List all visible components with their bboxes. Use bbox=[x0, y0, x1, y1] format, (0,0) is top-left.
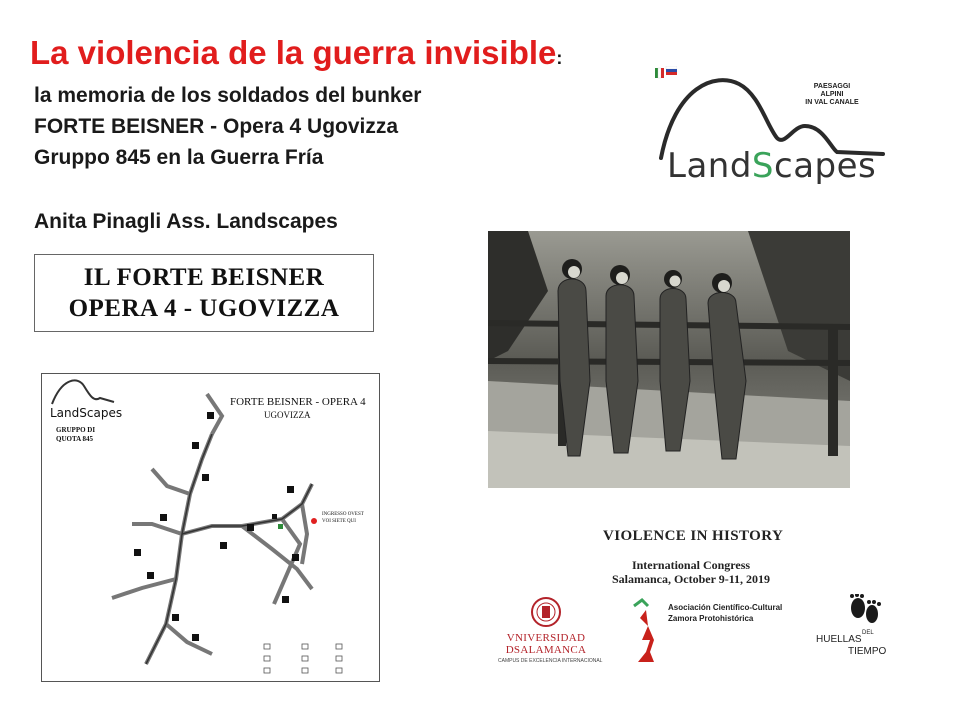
fort-heading-box bbox=[34, 254, 374, 332]
subtitle-line-1: la memoria de los soldados del bunker bbox=[34, 84, 422, 107]
soldiers-photo bbox=[488, 231, 850, 488]
map-group-1: GRUPPO DI bbox=[56, 426, 96, 434]
logo-word-a: Land bbox=[667, 146, 752, 186]
footprints-icon bbox=[812, 594, 886, 634]
logo-word-s: S bbox=[751, 146, 775, 186]
zamora-figure-icon bbox=[628, 596, 664, 666]
map-here-label: VOI SIETE QUI bbox=[322, 519, 356, 524]
salamanca-name-2: DSALAMANCA bbox=[505, 644, 587, 656]
congress-title: VIOLENCE IN HISTORY bbox=[603, 528, 784, 544]
congress-line-1: International Congress bbox=[631, 558, 751, 572]
soldiers-photo-drawing bbox=[488, 231, 850, 488]
subtitle-line-3: Gruppo 845 en la Guerra Fría bbox=[34, 146, 324, 169]
logo-tag-2: ALPINI bbox=[820, 91, 844, 98]
slide-title-text: La violencia de la guerra invisible bbox=[30, 34, 557, 71]
logo-tag-1: PAESAGGI bbox=[813, 83, 851, 90]
huellas-text-b: DEL bbox=[862, 630, 874, 636]
landscapes-logo bbox=[655, 66, 895, 191]
salamanca-seal-icon bbox=[531, 594, 561, 630]
zamora-logo bbox=[628, 596, 788, 666]
logo-tag-3: IN VAL CANALE bbox=[805, 99, 859, 106]
logo-tagline bbox=[803, 83, 861, 107]
huellas-text-c: TIEMPO bbox=[848, 646, 887, 657]
subtitle-line-2: FORTE BEISNER - Opera 4 Ugovizza bbox=[34, 115, 399, 138]
logo-wordmark bbox=[667, 146, 876, 186]
congress-line-2: Salamanca, October 9-11, 2019 bbox=[611, 572, 771, 586]
salamanca-name-1: VNIVERSIDAD bbox=[506, 632, 586, 644]
fort-heading-line-2: OPERA 4 - UGOVIZZA bbox=[68, 295, 340, 322]
salamanca-logo bbox=[498, 594, 603, 670]
map-title: FORTE BEISNER - OPERA 4 bbox=[230, 396, 366, 408]
zamora-line-2: Zamora Protohistórica bbox=[668, 614, 754, 623]
map-brand: LandScapes bbox=[50, 406, 123, 420]
huellas-logo bbox=[812, 594, 886, 662]
logo-word-b: capes bbox=[774, 146, 877, 186]
flags-icon bbox=[655, 66, 677, 80]
tunnel-network-diagram bbox=[42, 374, 380, 682]
fort-heading-line-1: IL FORTE BEISNER bbox=[83, 264, 325, 291]
map-entrance-label: INGRESSO OVEST bbox=[322, 512, 364, 517]
salamanca-tagline: CAMPUS DE EXCELENCIA INTERNACIONAL bbox=[498, 658, 603, 664]
zamora-text bbox=[668, 602, 782, 624]
bunker-map bbox=[41, 373, 380, 682]
map-subtitle: UGOVIZZA bbox=[264, 410, 311, 420]
map-group-2: QUOTA 845 bbox=[56, 435, 94, 443]
zamora-line-1: Asociación Científico-Cultural bbox=[668, 603, 783, 612]
huellas-text-a: HUELLAS bbox=[816, 634, 862, 645]
slide-title bbox=[30, 34, 562, 72]
author-line: Anita Pinagli Ass. Landscapes bbox=[34, 210, 338, 233]
title-colon: : bbox=[556, 48, 563, 68]
